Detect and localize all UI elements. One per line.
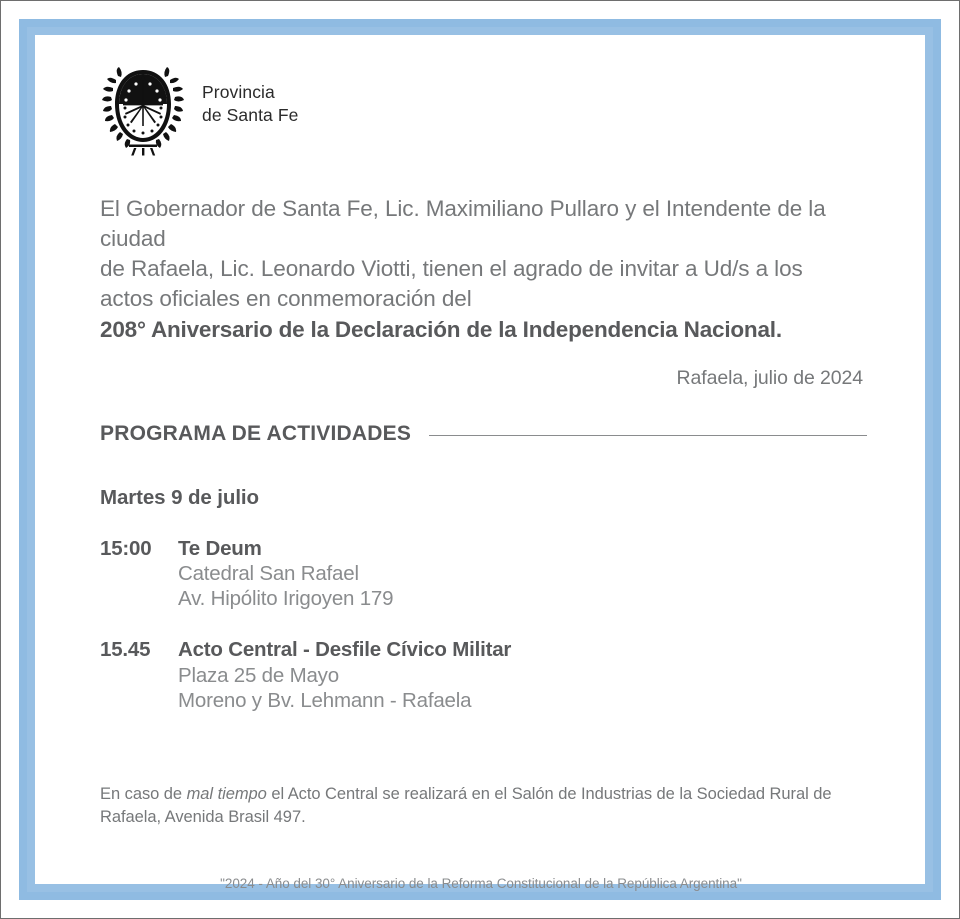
event-details [172, 637, 511, 712]
event-time: 15:00 [100, 536, 152, 560]
document-content [1, 1, 960, 919]
brand-name [202, 81, 298, 132]
bad-weather-note [91, 783, 871, 831]
program-event [91, 637, 871, 712]
event-address: Moreno y Bv. Lehmann - Rafaela [178, 688, 472, 712]
anniversary-headline: 208° Aniversario de la Declaración de la Independencia Nacional. [100, 316, 782, 342]
invitation-line-3: actos oficiales en conmemoración del [100, 286, 472, 312]
brand-line-1: Provincia [202, 81, 275, 102]
event-time: 15.45 [100, 638, 151, 662]
program-heading-label: PROGRAMA DE ACTIVIDADES [100, 421, 412, 445]
program-event [91, 536, 871, 611]
note-suffix: el Acto Central se realizará en el Salón de Industrias de la Sociedad Rural de Rafaela, Avenida Brasil 497. [100, 784, 832, 827]
event-details [172, 536, 393, 611]
program-heading-rule [429, 435, 867, 436]
event-name: Acto Central - Desfile Cívico Militar [178, 638, 512, 662]
event-name: Te Deum [178, 536, 262, 560]
event-venue: Catedral San Rafael [178, 562, 359, 586]
event-venue: Plaza 25 de Mayo [178, 663, 339, 687]
program-day-label: Martes 9 de julio [100, 485, 259, 509]
invitation-line-1: El Gobernador de Santa Fe, Lic. Maximiliano Pullaro y el Intendente de la ciudad [100, 196, 826, 252]
note-prefix: En caso de [100, 784, 187, 803]
invitation-paragraph [91, 194, 871, 345]
place-and-date: Rafaela, julio de 2024 [676, 366, 863, 389]
santa-fe-coat-of-arms-icon [100, 56, 186, 156]
event-address: Av. Hipólito Irigoyen 179 [178, 587, 394, 611]
program-heading [91, 422, 871, 446]
invitation-line-2: de Rafaela, Lic. Leonardo Viotti, tienen el agrado de invitar a Ud/s a los [100, 256, 803, 282]
note-emphasis: mal tiempo [186, 784, 267, 803]
footer-slogan: "2024 - Año del 30° Aniversario de la Reforma Constitucional de la República Argentina" [220, 876, 742, 892]
document-header [91, 1, 871, 156]
brand-line-2: de Santa Fe [202, 105, 299, 125]
